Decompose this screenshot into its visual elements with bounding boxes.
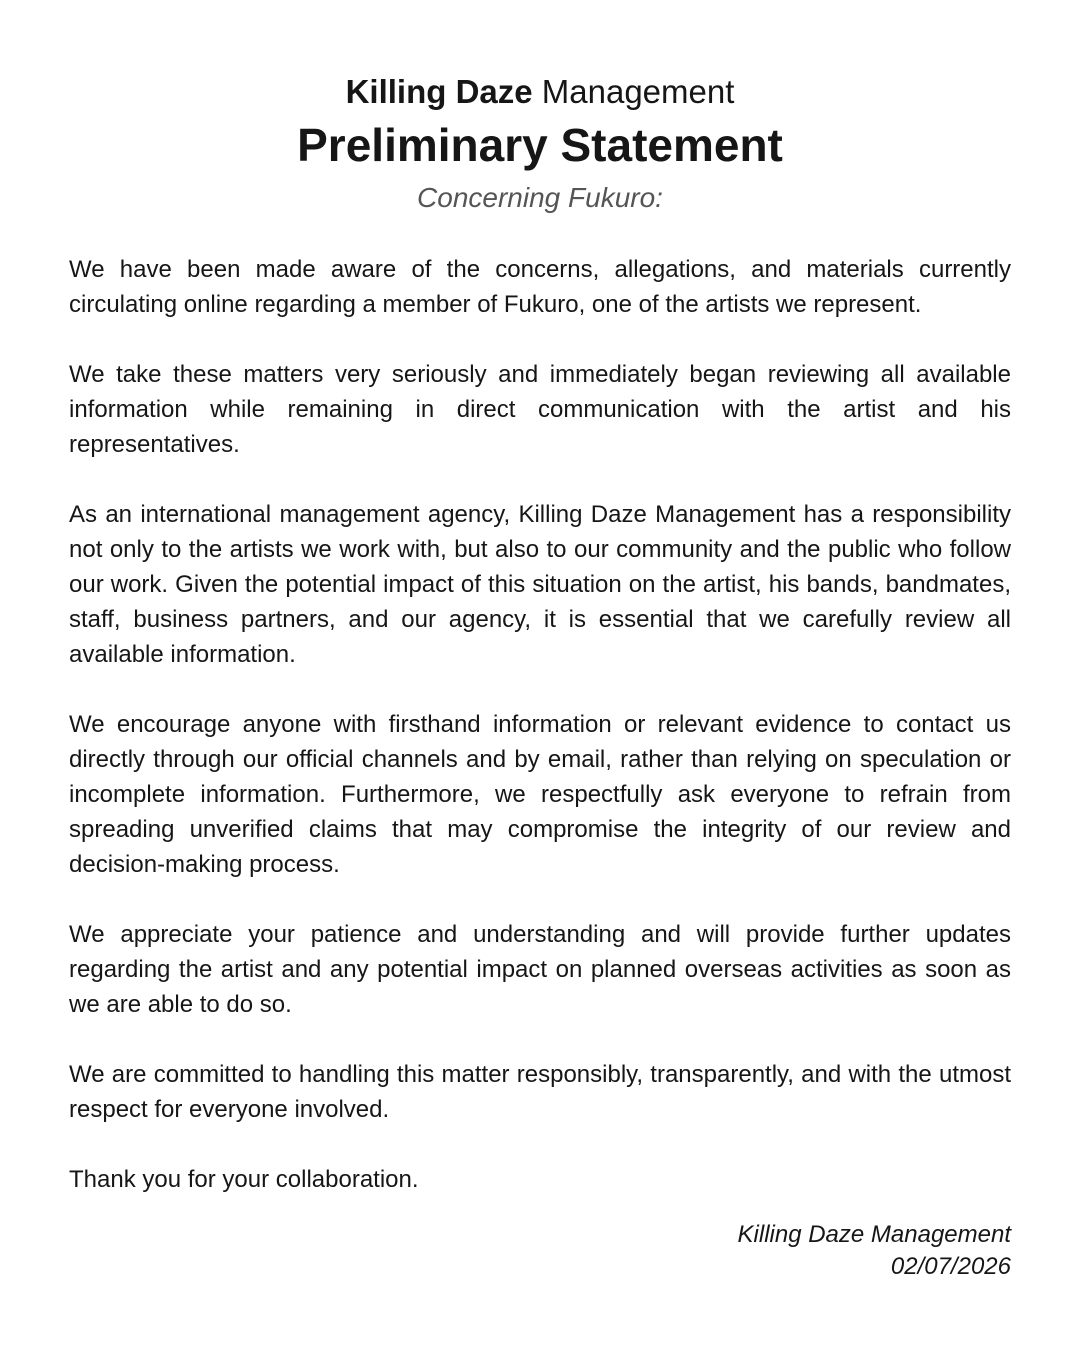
paragraph-updates: We appreciate your patience and understanding and will provide further updates regarding the artist and any potential impact on planned overseas activities as soon as we are able to do so. <box>69 921 1011 1018</box>
organization-name-bold: Killing Daze <box>345 73 533 110</box>
statement-header <box>69 0 1011 218</box>
statement-title: Preliminary Statement <box>297 119 783 171</box>
paragraph-contact: We encourage anyone with firsthand information or relevant evidence to contact us directly through our official channels and by email, rather than relying on speculation or incomplete information. Furthermore, we respectfully ask everyone to refrain from spreading unverified claims that may compromise the integrity of our review and decision-making process. <box>69 711 1011 878</box>
statement-body <box>69 252 1011 1197</box>
paragraph-responsibility: As an international management agency, Killing Daze Management has a responsibility not only to the artists we work with, but also to our community and the public who follow our work. Given the potential impact of this situation on the artist, his bands, bandmates, staff, business partners, and our agency, it is essential that we carefully review all available information. <box>69 501 1011 668</box>
paragraph-thanks: Thank you for your collaboration. <box>69 1166 419 1193</box>
paragraph-review: We take these matters very seriously and immediately began reviewing all available information while remaining in direct communication with the artist and his representatives. <box>69 361 1011 458</box>
signature-block <box>69 1219 1011 1283</box>
statement-subtitle: Concerning Fukuro: <box>417 182 663 213</box>
paragraph-awareness: We have been made aware of the concerns, allegations, and materials currently circulating online regarding a member of Fukuro, one of the artists we represent. <box>69 256 1011 318</box>
paragraph-commitment: We are committed to handling this matter responsibly, transparently, and with the utmost respect for everyone involved. <box>69 1061 1011 1123</box>
organization-name-rest: Management <box>532 73 735 110</box>
organization-name <box>69 70 1011 114</box>
signature-name: Killing Daze Management <box>737 1221 1011 1248</box>
signature-date: 02/07/2026 <box>890 1253 1011 1280</box>
